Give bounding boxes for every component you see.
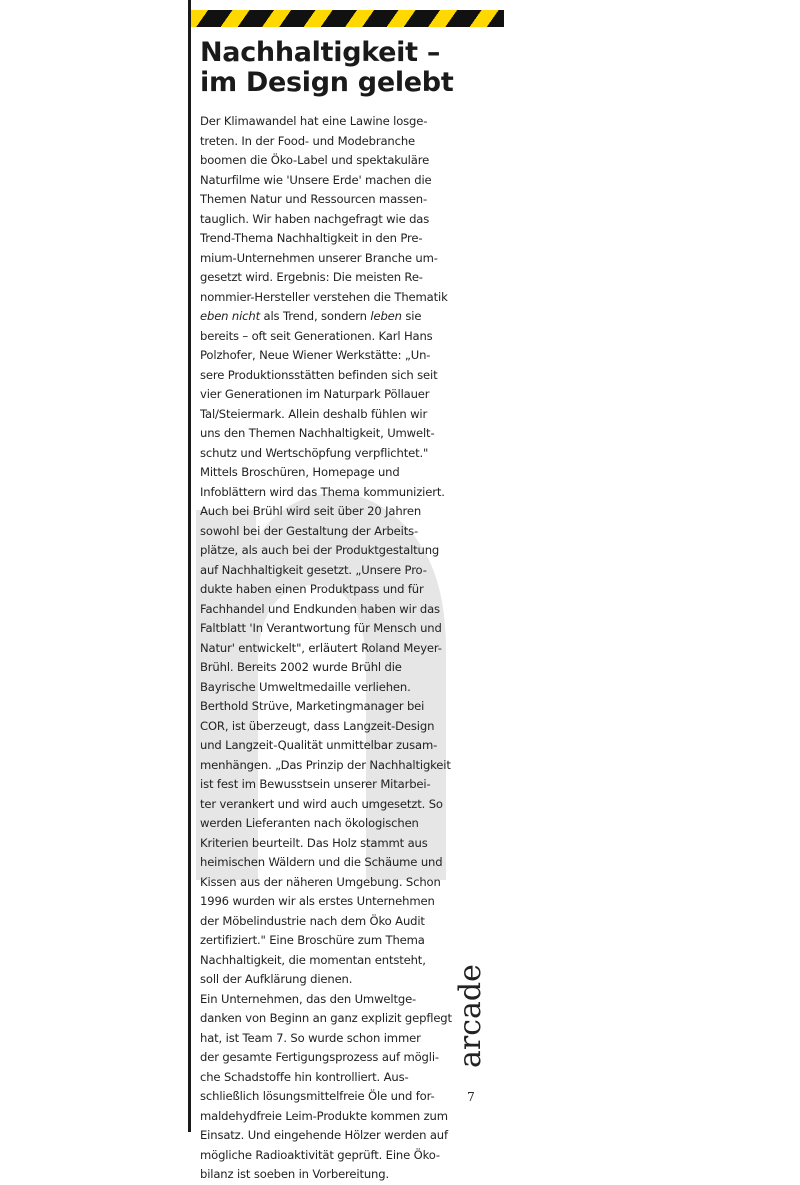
body-line: Trend-Thema Nachhaltigkeit in den Pre-: [200, 231, 423, 245]
body-line: Berthold Strüve, Marketingmanager bei: [200, 699, 425, 713]
body-line: bereits – oft seit Generationen. Karl Hans: [200, 328, 433, 343]
body-line: Kriterien beurteilt. Das Holz stammt aus: [200, 835, 428, 850]
body-line: werden Lieferanten nach ökologischen: [200, 816, 419, 830]
body-line: COR, ist überzeugt, dass Langzeit-Design: [200, 718, 435, 733]
body-line: ter verankert und wird auch umgesetzt. So: [200, 796, 443, 811]
body-line: Der Klimawandel hat eine Lawine losge-: [200, 114, 428, 128]
body-line: [200, 307, 442, 327]
body-line: menhängen. „Das Prinzip der Nachhaltigkeit: [200, 757, 451, 772]
body-line: Polzhofer, Neue Wiener Werkstätte: „Un-: [200, 348, 431, 362]
body-line: Einsatz. Und eingehende Hölzer werden auf: [200, 1128, 448, 1142]
body-line: hat, ist Team 7. So wurde schon immer: [200, 1030, 421, 1045]
brand-logo-arcade: arcade: [453, 964, 488, 1068]
body-line: Infoblättern wird das Thema kommuniziert.: [200, 484, 445, 499]
body-line: treten. In der Food- und Modebranche: [200, 133, 416, 148]
body-line: Faltblatt 'In Verantwortung für Mensch und: [200, 621, 442, 635]
body-line: Themen Natur und Ressourcen massen-: [200, 192, 428, 206]
body-line: schutz und Wertschöpfung verpflichtet.": [200, 445, 429, 460]
body-line: Bayrische Umweltmedaille verliehen.: [200, 679, 411, 694]
body-line: bilanz ist soeben in Vorbereitung.: [200, 1167, 389, 1181]
body-line: Nachhaltigkeit, die momentan entsteht,: [200, 952, 426, 967]
body-line: sere Produktionsstätten befinden sich seit: [200, 367, 438, 382]
body-line: che Schadstoffe hin kontrolliert. Aus-: [200, 1069, 409, 1084]
left-column-rule: [188, 0, 191, 1132]
body-line: 1996 wurden wir als erstes Unternehmen: [200, 894, 435, 908]
body-line: danken von Beginn an ganz explizit gepflegt: [200, 1011, 452, 1025]
title-line: Nachhaltigkeit –: [200, 37, 441, 68]
emphasis-text: leben: [370, 309, 402, 323]
body-line: mium-Unternehmen unserer Branche um-: [200, 250, 438, 265]
body-line: der gesamte Fertigungsprozess auf mögli-: [200, 1050, 439, 1064]
body-line: Auch bei Brühl wird seit über 20 Jahren: [200, 504, 422, 518]
body-line: boomen die Öko-Label und spektakuläre: [200, 153, 430, 167]
body-line: soll der Aufklärung dienen.: [200, 972, 353, 986]
body-line: plätze, als auch bei der Produktgestaltung: [200, 543, 440, 557]
body-line: Fachhandel und Endkunden haben wir das: [200, 601, 440, 616]
emphasis-text: eben nicht: [200, 309, 260, 323]
body-line: Naturfilme wie 'Unsere Erde' machen die: [200, 172, 432, 187]
body-line: dukte haben einen Produktpass und für: [200, 582, 424, 596]
body-line: und Langzeit-Qualität unmittelbar zusam-: [200, 738, 438, 752]
body-line: Mittels Broschüren, Homepage und: [200, 465, 400, 479]
body-line: tauglich. Wir haben nachgefragt wie das: [200, 211, 430, 226]
body-line: sowohl bei der Gestaltung der Arbeits-: [200, 523, 419, 538]
body-line: gesetzt wird. Ergebnis: Die meisten Re-: [200, 270, 423, 284]
body-line: maldehydfreie Leim-Produkte kommen zum: [200, 1108, 448, 1123]
title-line: im Design gelebt: [200, 67, 454, 98]
body-line: Kissen aus der näheren Umgebung. Schon: [200, 874, 441, 889]
body-line: schließlich lösungsmittelfreie Öle und for-: [200, 1089, 435, 1103]
body-text: sie: [401, 309, 422, 323]
body-line: auf Nachhaltigkeit gesetzt. „Unsere Pro-: [200, 562, 427, 577]
body-line: Ein Unternehmen, das den Umweltge-: [200, 991, 417, 1006]
body-line: vier Generationen im Naturpark Pöllauer: [200, 387, 430, 401]
body-line: heimischen Wäldern und die Schäume und: [200, 855, 443, 869]
body-line: ist fest im Bewusstsein unserer Mitarbei-: [200, 777, 431, 791]
body-line: zertifiziert." Eine Broschüre zum Thema: [200, 933, 425, 947]
body-line: uns den Themen Nachhaltigkeit, Umwelt-: [200, 426, 435, 440]
body-line: nommier-Hersteller verstehen die Thematik: [200, 289, 448, 304]
body-line: Tal/Steiermark. Allein deshalb fühlen wir: [200, 406, 428, 421]
article-body: [200, 112, 452, 1185]
body-text: als Trend, sondern: [260, 309, 371, 323]
page-number: 7: [467, 1090, 475, 1104]
body-line: mögliche Radioaktivität geprüft. Eine Öko-: [200, 1147, 440, 1162]
body-line: Brühl. Bereits 2002 wurde Brühl die: [200, 660, 402, 674]
article-title: [200, 38, 500, 98]
body-line: der Möbelindustrie nach dem Öko Audit: [200, 913, 425, 928]
body-line: Natur' entwickelt", erläutert Roland Meyer-: [200, 640, 442, 655]
hazard-stripe-bar: [191, 10, 504, 27]
